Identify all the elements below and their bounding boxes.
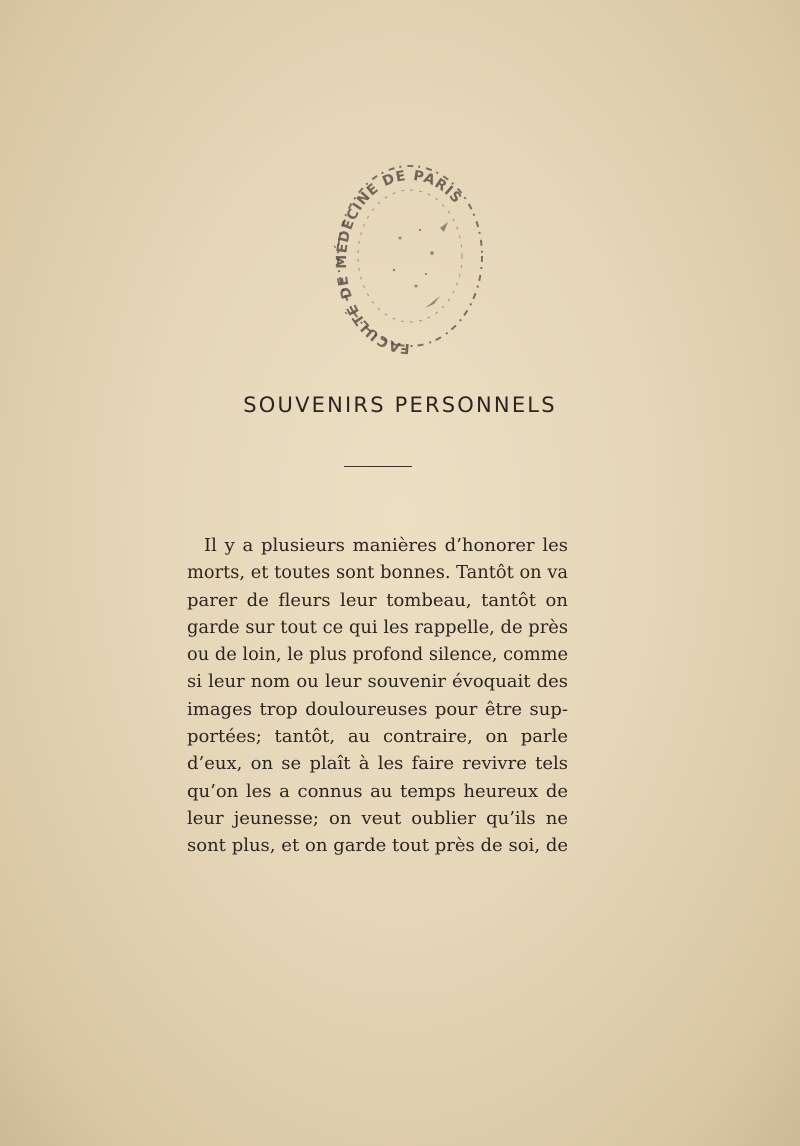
heading-divider <box>344 466 412 467</box>
text-line: leur jeunesse; on veut oublier qu’ils ne <box>187 807 568 829</box>
text-line: images trop douloureuses pour être sup- <box>187 698 568 720</box>
text-line: d’eux, on se plaît à les faire revivre tels <box>187 753 568 775</box>
svg-text:FACULTÉ DE MÉDECINE DE PARIS <box>333 168 465 356</box>
text-line: qu’on les a connus au temps heureux de <box>187 780 568 802</box>
stamp-text: FACULTÉ DE MÉDECINE DE PARIS <box>334 167 465 357</box>
chapter-heading: SOUVENIRS PERSONNELS <box>243 393 557 417</box>
text-line: si leur nom ou leur souvenir évoquait des <box>187 671 568 693</box>
text-line: parer de fleurs leur tombeau, tantôt on <box>187 589 568 611</box>
body-paragraph <box>187 532 568 860</box>
text-line: sont plus, et on garde tout près de soi, de <box>187 835 568 857</box>
text-line: morts, et toutes sont bonnes. Tantôt on va <box>187 562 568 584</box>
text-line: Il y a plusieurs manières d’honorer les <box>204 535 568 556</box>
text-line: ou de loin, le plus profond silence, comme <box>187 644 568 666</box>
library-stamp <box>330 158 490 358</box>
text-line: portées; tantôt, au contraire, on parle <box>187 726 568 748</box>
text-line: garde sur tout ce qui les rappelle, de près <box>187 616 568 638</box>
